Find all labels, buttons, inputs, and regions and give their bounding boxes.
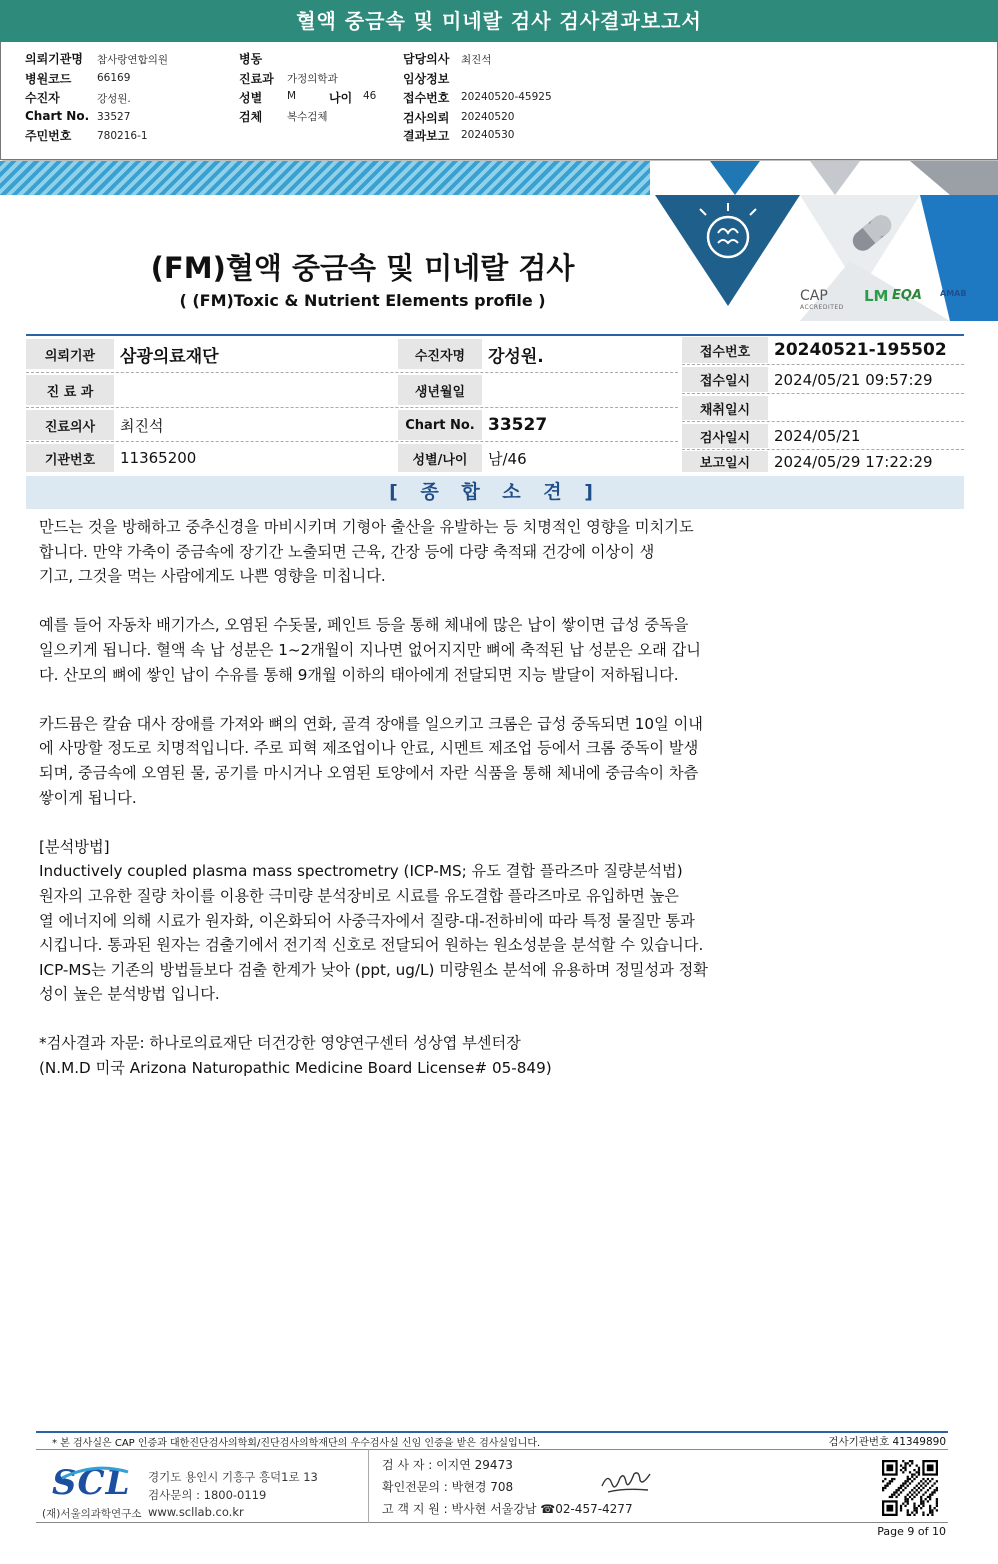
info-label: 기관번호 <box>26 444 114 472</box>
page-number: Page 9 of 10 <box>877 1525 946 1538</box>
info-label: 의뢰기관 <box>26 339 114 369</box>
header-key: 수진자 <box>25 91 60 105</box>
amab-logo-text: AMAB <box>940 289 967 298</box>
lm-logo-text: LM <box>864 287 889 305</box>
header-value: 강성원. <box>97 93 131 105</box>
summary-line: 카드뮴은 칼슘 대사 장애를 가져와 뼈의 연화, 골격 장애를 일으키고 크롬은 급성 중독되면 10일 이내 <box>39 714 703 733</box>
summary-line: *검사결과 자문: 하나로의료재단 더건강한 영양연구센터 성상엽 부센터장 <box>39 1034 521 1053</box>
header-key: 검사의뢰 <box>403 111 450 125</box>
lab-website[interactable]: www.scllab.co.kr <box>148 1505 244 1519</box>
summary-line: (N.M.D 미국 Arizona Naturopathic Medicine Board License# 05-849) <box>39 1059 552 1078</box>
qr-code-image[interactable] <box>882 1460 938 1516</box>
header-key: 임상정보 <box>403 72 450 86</box>
info-label: 접수일시 <box>682 367 768 392</box>
scl-logo-subtitle: (재)서울의과학연구소 <box>42 1508 142 1520</box>
summary-line: 에 사망할 정도로 치명적입니다. 주로 피혁 제조업이나 안료, 시멘트 제조업 등에서 크롬 중독이 발생 <box>39 739 699 758</box>
summary-line: 되며, 중금속에 오염된 물, 공기를 마시거나 오염된 토양에서 자란 식품을 통해 체내에 중금속이 차츰 <box>39 763 699 782</box>
info-value <box>482 375 678 405</box>
header-key: Chart No. <box>25 109 90 123</box>
info-value: 33527 <box>488 415 548 435</box>
report-title-bar <box>0 0 998 42</box>
report-title: 혈액 중금속 및 미네랄 검사 검사결과보고서 <box>296 9 702 33</box>
info-value: 2024/05/21 <box>774 427 861 445</box>
amab-logo <box>940 289 966 298</box>
cap-accredited-text: ACCREDITED <box>800 304 844 311</box>
summary-line <box>39 1007 779 1032</box>
info-value <box>114 375 394 405</box>
header-key: 검체 <box>239 110 263 124</box>
header-value: 780216-1 <box>97 130 148 142</box>
summary-line: 시킵니다. 통과된 원자는 검출기에서 전기적 신호로 전달되어 원하는 원소성분을 분석할 수 있습니다. <box>39 936 704 955</box>
info-label: 검사일시 <box>682 424 768 448</box>
info-label: 접수번호 <box>682 337 768 363</box>
info-value: 남/46 <box>488 449 527 468</box>
header-key: 성별 <box>239 91 263 105</box>
header-value: 46 <box>363 90 377 102</box>
info-value: 11365200 <box>120 449 197 467</box>
header-value: 가정의학과 <box>287 73 338 85</box>
header-key: 담당의사 <box>403 52 450 66</box>
staff-support: 고 객 지 원 : 박사현 서울강남 ☎02-457-4277 <box>382 1502 633 1516</box>
header-key: 병동 <box>239 52 263 66</box>
info-label: 생년월일 <box>398 375 482 405</box>
info-label: Chart No. <box>398 410 482 440</box>
scl-logo-swoosh <box>60 1466 130 1480</box>
header-value: 66169 <box>97 72 131 84</box>
header-value: M <box>287 90 297 102</box>
header-key: 병원코드 <box>25 72 72 86</box>
summary-line: 다. 산모의 뼈에 쌓인 납이 수유를 통해 9개월 이하의 태아에게 전달되면 지능 발달이 저하됩니다. <box>39 665 679 684</box>
header-value: 복수검체 <box>287 111 328 123</box>
summary-line: ICP-MS는 기존의 방법들보다 검출 한계가 낮아 (ppt, ug/L) 미량원소 분석에 유용하며 정밀성과 정확 <box>39 960 708 979</box>
info-value: 삼광의료재단 <box>120 346 219 367</box>
summary-line: 만드는 것을 방해하고 중추신경을 마비시키며 기형아 출산을 유발하는 등 치명적인 영향을 미치기도 <box>39 518 694 536</box>
eqa-logo-text: EQA <box>892 288 922 303</box>
info-value: 20240521-195502 <box>774 340 947 360</box>
info-label: 채취일시 <box>682 396 768 420</box>
header-key: 진료과 <box>239 72 274 86</box>
info-value: 2024/05/21 09:57:29 <box>774 370 933 389</box>
info-label: 성별/나이 <box>398 444 482 472</box>
certification-note: * 본 검사실은 CAP 인증과 대한진단검사의학회/진단검사의학재단의 우수검사실 신임 인증을 받은 검사실입니다. <box>52 1438 541 1449</box>
signature-image <box>598 1468 658 1496</box>
summary-line <box>39 687 779 712</box>
report-header <box>0 42 998 160</box>
eqa-logo <box>892 288 922 303</box>
header-value: 최진석 <box>461 54 492 66</box>
summary-line: [분석방법] <box>39 837 110 856</box>
header-value: 20240520 <box>461 111 515 123</box>
info-value: 2024/05/29 17:22:29 <box>774 452 933 471</box>
info-value: 강성원. <box>488 346 544 367</box>
header-key: 결과보고 <box>403 129 450 143</box>
cap-logo <box>800 288 844 311</box>
info-label: 보고일시 <box>682 451 768 472</box>
cap-logo-text: CAP <box>800 288 828 304</box>
summary-line: 예를 들어 자동차 배기가스, 오염된 수돗물, 페인트 등을 통해 체내에 많은 납이 쌓이면 급성 중독을 <box>39 616 689 635</box>
staff-specialist: 확인전문의 : 박현경 708 <box>382 1480 514 1494</box>
test-subtitle: ( (FM)Toxic & Nutrient Elements profile ) <box>179 291 546 310</box>
info-label: 진료의사 <box>26 410 114 440</box>
header-value: 20240520-45925 <box>461 91 552 103</box>
header-value: 참사랑연합의원 <box>97 54 169 66</box>
decorative-stripe <box>0 161 660 195</box>
scl-logo: SCL <box>52 1463 131 1503</box>
lab-address: 경기도 용인시 기흥구 흥덕1로 13 <box>148 1470 318 1484</box>
header-key: 나이 <box>329 91 353 105</box>
staff-tester: 검 사 자 : 이지연 29473 <box>382 1458 513 1472</box>
header-key: 접수번호 <box>403 91 450 105</box>
info-value <box>768 396 964 420</box>
info-value: 최진석 <box>120 416 164 435</box>
lab-contact: 검사문의 : 1800-0119 <box>148 1488 267 1502</box>
summary-text <box>39 515 779 1081</box>
summary-heading: [ 종 합 소 견 ] <box>26 476 964 509</box>
info-label: 수진자명 <box>398 339 482 369</box>
info-label: 진 료 과 <box>26 375 114 405</box>
summary-line: 기고, 그것을 먹는 사람에게도 나쁜 영향을 미칩니다. <box>39 567 386 586</box>
header-key: 주민번호 <box>25 129 72 143</box>
institution-number: 검사기관번호 41349890 <box>828 1436 946 1448</box>
patient-info-table <box>26 334 964 474</box>
summary-line: 일으키게 됩니다. 혈액 속 납 성분은 1~2개월이 지나면 없어지지만 뼈에 축적된 납 성분은 오래 갑니 <box>39 640 701 659</box>
summary-line: Inductively coupled plasma mass spectrometry (ICP-MS; 유도 결합 플라즈마 질량분석법) <box>39 862 683 881</box>
summary-line: 합니다. 만약 가축이 중금속에 장기간 노출되면 근육, 간장 등에 다량 축적돼 건강에 이상이 생 <box>39 542 655 561</box>
summary-line: 원자의 고유한 질량 차이를 이용한 극미량 분석장비로 시료를 유도결합 플라즈마로 유입하면 높은 <box>39 886 679 905</box>
header-value: 33527 <box>97 111 131 123</box>
summary-line: 열 에너지에 의해 시료가 원자화, 이온화되어 사중극자에서 질량-대-전하비에 따라 특정 물질만 통과 <box>39 911 695 930</box>
summary-line <box>39 810 779 835</box>
lm-logo <box>864 287 889 305</box>
summary-line: 성이 높은 분석방법 입니다. <box>39 985 220 1004</box>
summary-line: 쌓이게 됩니다. <box>39 788 137 807</box>
test-title: (FM)혈액 중금속 및 미네랄 검사 <box>150 251 575 285</box>
summary-line <box>39 589 779 614</box>
header-key: 의뢰기관명 <box>25 52 83 66</box>
header-value: 20240530 <box>461 129 515 141</box>
